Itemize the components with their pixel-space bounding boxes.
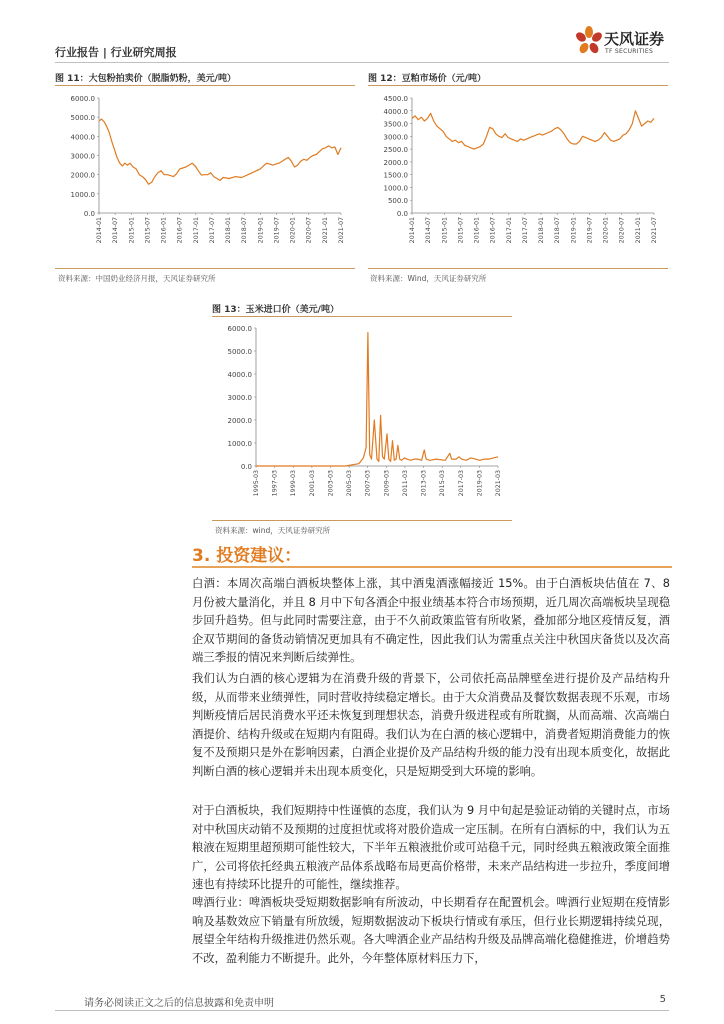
paragraph-lead: 白酒 xyxy=(192,577,216,590)
paragraph-lead: 啤酒行业 xyxy=(192,896,238,909)
company-logo xyxy=(574,24,674,64)
x-tick-label: 2021-03 xyxy=(495,470,502,497)
fig13-top-rule xyxy=(212,316,512,317)
x-tick-label: 2005-03 xyxy=(346,470,354,497)
logo-english-name: TF SECURITIES xyxy=(605,48,654,55)
fig12-source: 资料来源：Wind，天风证券研究所 xyxy=(370,274,487,283)
y-tick-label: 2000.0 xyxy=(70,171,95,180)
x-tick-label: 2001-03 xyxy=(308,470,316,497)
fig12-title: 图 12：豆粕市场价（元/吨） xyxy=(368,74,486,84)
x-tick-label: 2020-01 xyxy=(289,217,297,244)
y-tick-label: 4000.0 xyxy=(383,107,408,116)
fig13-title: 图 13：玉米进口价（美元/吨） xyxy=(212,305,339,315)
x-tick-label: 2014-01 xyxy=(409,217,416,244)
x-tick-label: 2007-03 xyxy=(364,470,372,497)
y-tick-label: 0.0 xyxy=(83,210,95,218)
fig11-bottom-rule xyxy=(55,268,355,269)
x-tick-label: 2019-01 xyxy=(570,217,578,244)
fig11-source: 资料来源：中国奶业经济月报，天风证券研究所 xyxy=(58,274,216,283)
x-tick-label: 2017-03 xyxy=(457,470,465,497)
x-tick-label: 2020-01 xyxy=(602,217,610,244)
x-tick-label: 2016-07 xyxy=(489,217,497,244)
y-tick-label: 3000.0 xyxy=(383,133,408,142)
x-tick-label: 2019-01 xyxy=(257,217,265,244)
x-tick-label: 2016-07 xyxy=(176,217,184,244)
y-tick-label: 1000.0 xyxy=(70,190,95,199)
y-tick-label: 1000.0 xyxy=(227,440,252,448)
x-tick-label: 2017-07 xyxy=(208,217,216,244)
y-tick-label: 2500.0 xyxy=(383,146,408,155)
report-category: 行业报告 | 行业研究周报 xyxy=(55,46,177,59)
x-tick-label: 2018-07 xyxy=(554,217,562,244)
x-tick-label: 2019-07 xyxy=(273,217,281,244)
paragraph-baijiu xyxy=(192,575,670,668)
paragraph-recommendation xyxy=(192,802,670,895)
x-tick-label: 2014-07 xyxy=(425,217,433,244)
flower-logo-icon xyxy=(574,24,604,58)
paragraph-text: ：本周次高端白酒板块整体上涨，其中酒鬼酒涨幅接近 15%。由于白酒板块估值在 7、8 月份被大量消化，并且 8 月中下旬各酒企中报业绩基本符合市场预期，近几周次高端板块呈现稳步回升趋势。但与此同时需要注意，由于不久前政策监管有所收紧，叠加部分地区疫情反复，酒企双节期间的备货动销情况更加具有不确定性，因此我们认为需重点关注中秋国庆备货以及次高端三季报的情况来判断后续弹性。 xyxy=(192,577,670,664)
fig11-svg xyxy=(55,90,355,265)
y-tick-label: 2000.0 xyxy=(227,417,252,425)
x-tick-label: 2017-07 xyxy=(521,217,529,244)
paragraph-text: 我们认为白酒的核心逻辑为在消费升级的背景下，公司依托高品牌壁垒进行提价及产品结构升级，从而带来业绩弹性，同时营收持续稳定增长。由于大众消费品及餐饮数据表现不乐观，市场判断疫情后居民消费水平还未恢复到理想状态，消费升级进程或有所耽搁，从而高端、次高端白酒提价、结构升级或在短期内有阻碍。我们认为在白酒的核心逻辑中，消费者短期消费能力的恢复不及预期只是外在影响因素，白酒企业提价及产品结构升级的能力没有出现本质变化，故据此判断白酒的核心逻辑并未出现本质变化，只是短期受到大环境的影响。 xyxy=(192,672,670,778)
x-tick-label: 2019-07 xyxy=(586,217,594,244)
header-divider xyxy=(55,62,669,63)
x-tick-label: 2015-03 xyxy=(439,470,447,497)
y-tick-label: 2000.0 xyxy=(383,158,408,167)
x-tick-label: 1997-03 xyxy=(271,470,279,497)
paragraph-text: 对于白酒板块，我们短期持中性谨慎的态度，我们认为 9 月中旬起是验证动销的关键时点，市场对中秋国庆动销不及预期的过度担忧或将对股价造成一定压制。在所有白酒标的中，我们认为五粮液在短期里超预期可能性较大，下半年五粮液批价或可站稳千元，同时经典五粮液政策全面推广，公司将依托经典五粮液产品体系战略布局更高价格带，未来产品结构进一步拉升，季度间增速也有持续环比提升的可能性，继续推荐。 xyxy=(192,804,670,891)
x-tick-label: 2018-07 xyxy=(241,217,249,244)
fig12-top-rule xyxy=(368,85,668,86)
y-tick-label: 4500.0 xyxy=(383,95,408,103)
logo-chinese-name: 天风证券 xyxy=(604,30,665,48)
x-tick-label: 2011-03 xyxy=(401,470,409,497)
y-tick-label: 0.0 xyxy=(240,463,252,471)
x-tick-label: 1995-03 xyxy=(253,470,260,497)
x-tick-label: 2014-07 xyxy=(112,217,120,244)
x-tick-label: 2013-03 xyxy=(420,470,428,497)
page-number: 5 xyxy=(659,994,666,1005)
y-tick-label: 6000.0 xyxy=(70,95,95,103)
x-tick-label: 2018-01 xyxy=(538,217,546,244)
paragraph-core-logic xyxy=(192,670,670,781)
fig11-title: 图 11：大包粉拍卖价（脱脂奶粉，美元/吨） xyxy=(55,74,236,84)
y-tick-label: 5000.0 xyxy=(70,114,95,123)
section-underline xyxy=(192,566,672,568)
fig13-svg xyxy=(212,320,512,518)
x-tick-label: 2018-01 xyxy=(225,217,233,244)
fig13-bottom-rule xyxy=(212,520,512,521)
x-tick-label: 2017-01 xyxy=(505,217,513,244)
x-tick-label: 2009-03 xyxy=(383,470,391,497)
x-tick-label: 1999-03 xyxy=(290,470,298,497)
x-tick-label: 2021-07 xyxy=(338,217,345,244)
x-tick-label: 2015-07 xyxy=(144,217,152,244)
fig12-bottom-rule xyxy=(368,268,668,269)
x-tick-label: 2020-07 xyxy=(618,217,626,244)
x-tick-label: 2021-01 xyxy=(321,217,329,244)
paragraph-beer xyxy=(192,894,670,968)
footer-disclaimer: 请务必阅读正文之后的信息披露和免责申明 xyxy=(84,998,274,1009)
x-tick-label: 2014-01 xyxy=(96,217,103,244)
x-tick-label: 2015-01 xyxy=(441,217,449,244)
x-tick-label: 2017-01 xyxy=(192,217,200,244)
y-tick-label: 4000.0 xyxy=(70,133,95,142)
y-tick-label: 4000.0 xyxy=(227,371,252,379)
fig13-source: 资料来源：wind，天风证券研究所 xyxy=(215,526,331,535)
x-tick-label: 2021-01 xyxy=(634,217,642,244)
x-tick-label: 2015-01 xyxy=(128,217,136,244)
x-tick-label: 2003-03 xyxy=(327,470,335,497)
y-tick-label: 3000.0 xyxy=(227,394,252,402)
y-tick-label: 3500.0 xyxy=(383,120,408,129)
y-tick-label: 1000.0 xyxy=(383,184,408,193)
fig13-chart xyxy=(212,320,512,518)
fig11-top-rule xyxy=(55,85,355,86)
y-tick-label: 500.0 xyxy=(387,197,408,206)
x-tick-label: 2015-07 xyxy=(457,217,465,244)
x-tick-label: 2021-07 xyxy=(651,217,658,244)
fig12-chart xyxy=(368,90,668,265)
series-line xyxy=(256,333,498,466)
y-tick-label: 0.0 xyxy=(396,210,408,218)
footer-divider xyxy=(55,1010,669,1011)
section-title: 3. 投资建议： xyxy=(192,546,302,566)
y-tick-label: 1500.0 xyxy=(383,171,408,180)
x-tick-label: 2019-03 xyxy=(476,470,484,497)
series-line xyxy=(99,119,341,184)
fig11-chart xyxy=(55,90,355,265)
fig12-svg xyxy=(368,90,668,265)
y-tick-label: 3000.0 xyxy=(70,152,95,161)
x-tick-label: 2016-01 xyxy=(473,217,481,244)
x-tick-label: 2020-07 xyxy=(305,217,313,244)
y-tick-label: 5000.0 xyxy=(227,348,252,356)
y-tick-label: 6000.0 xyxy=(227,325,252,333)
x-tick-label: 2016-01 xyxy=(160,217,168,244)
series-line xyxy=(412,111,654,149)
paragraph-text: ：啤酒板块受短期数据影响有所波动，中长期看存在配置机会。啤酒行业短期在疫情影响及基数效应下销量有所放缓，短期数据波动下板块行情或有承压，但行业长期逻辑持续兑现，展望全年结构升级推进仍然乐观。各大啤酒企业产品结构升级及品牌高端化稳健推进，价增趋势不改，盈利能力不断提升。此外，今年整体原材料压力下， xyxy=(192,896,670,965)
